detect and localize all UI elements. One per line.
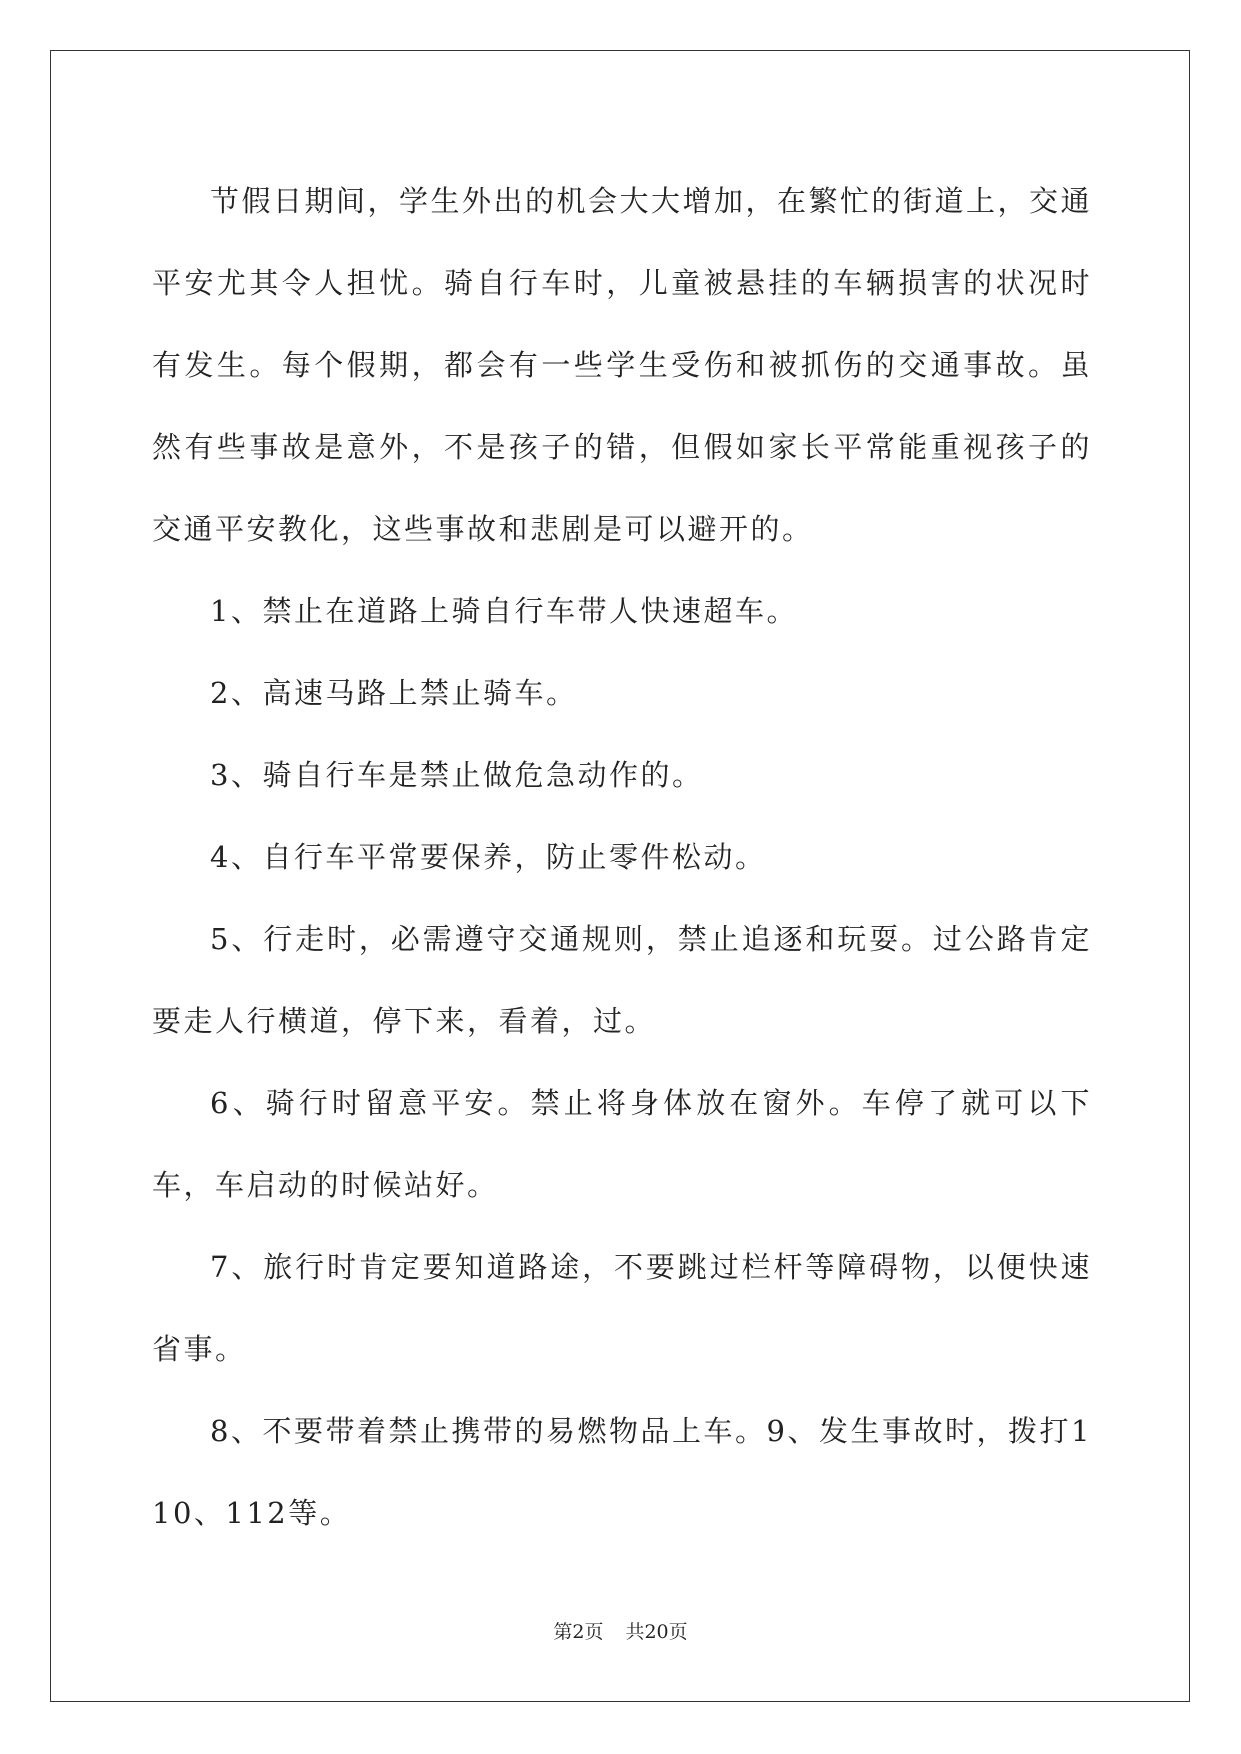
list-item-3: 3、骑自行车是禁止做危急动作的。	[210, 758, 704, 792]
list-item-4: 4、自行车平常要保养，防止零件松动。	[210, 840, 767, 874]
list-item-7: 7、旅行时肯定要知道路途，不要跳过栏杆等障碍物，以便快速省事。	[152, 1250, 1092, 1366]
list-item-1: 1、禁止在道路上骑自行车带人快速超车。	[210, 594, 798, 628]
document-body	[152, 160, 1092, 1554]
intro-paragraph: 节假日期间，学生外出的机会大大增加，在繁忙的街道上，交通平安尤其令人担忧。骑自行车时，儿童被悬挂的车辆损害的状况时有发生。每个假期，都会有一些学生受伤和被抓伤的交通事故。虽然有些事故是意外，不是孩子的错，但假如家长平常能重视孩子的交通平安教化，这些事故和悲剧是可以避开的。	[152, 184, 1093, 546]
page-total: 共20页	[625, 1621, 688, 1643]
page-footer	[0, 1617, 1241, 1644]
list-item-5: 5、行走时，必需遵守交通规则，禁止追逐和玩耍。过公路肯定要走人行横道，停下来，看着，过。	[152, 922, 1092, 1038]
list-item-8-9: 8、不要带着禁止携带的易燃物品上车。9、发生事故时，拨打110、112等。	[152, 1414, 1092, 1530]
list-item-6: 6、骑行时留意平安。禁止将身体放在窗外。车停了就可以下车，车启动的时候站好。	[152, 1086, 1092, 1202]
list-item-2: 2、高速马路上禁止骑车。	[210, 676, 578, 710]
page-number: 第2页	[553, 1621, 604, 1643]
